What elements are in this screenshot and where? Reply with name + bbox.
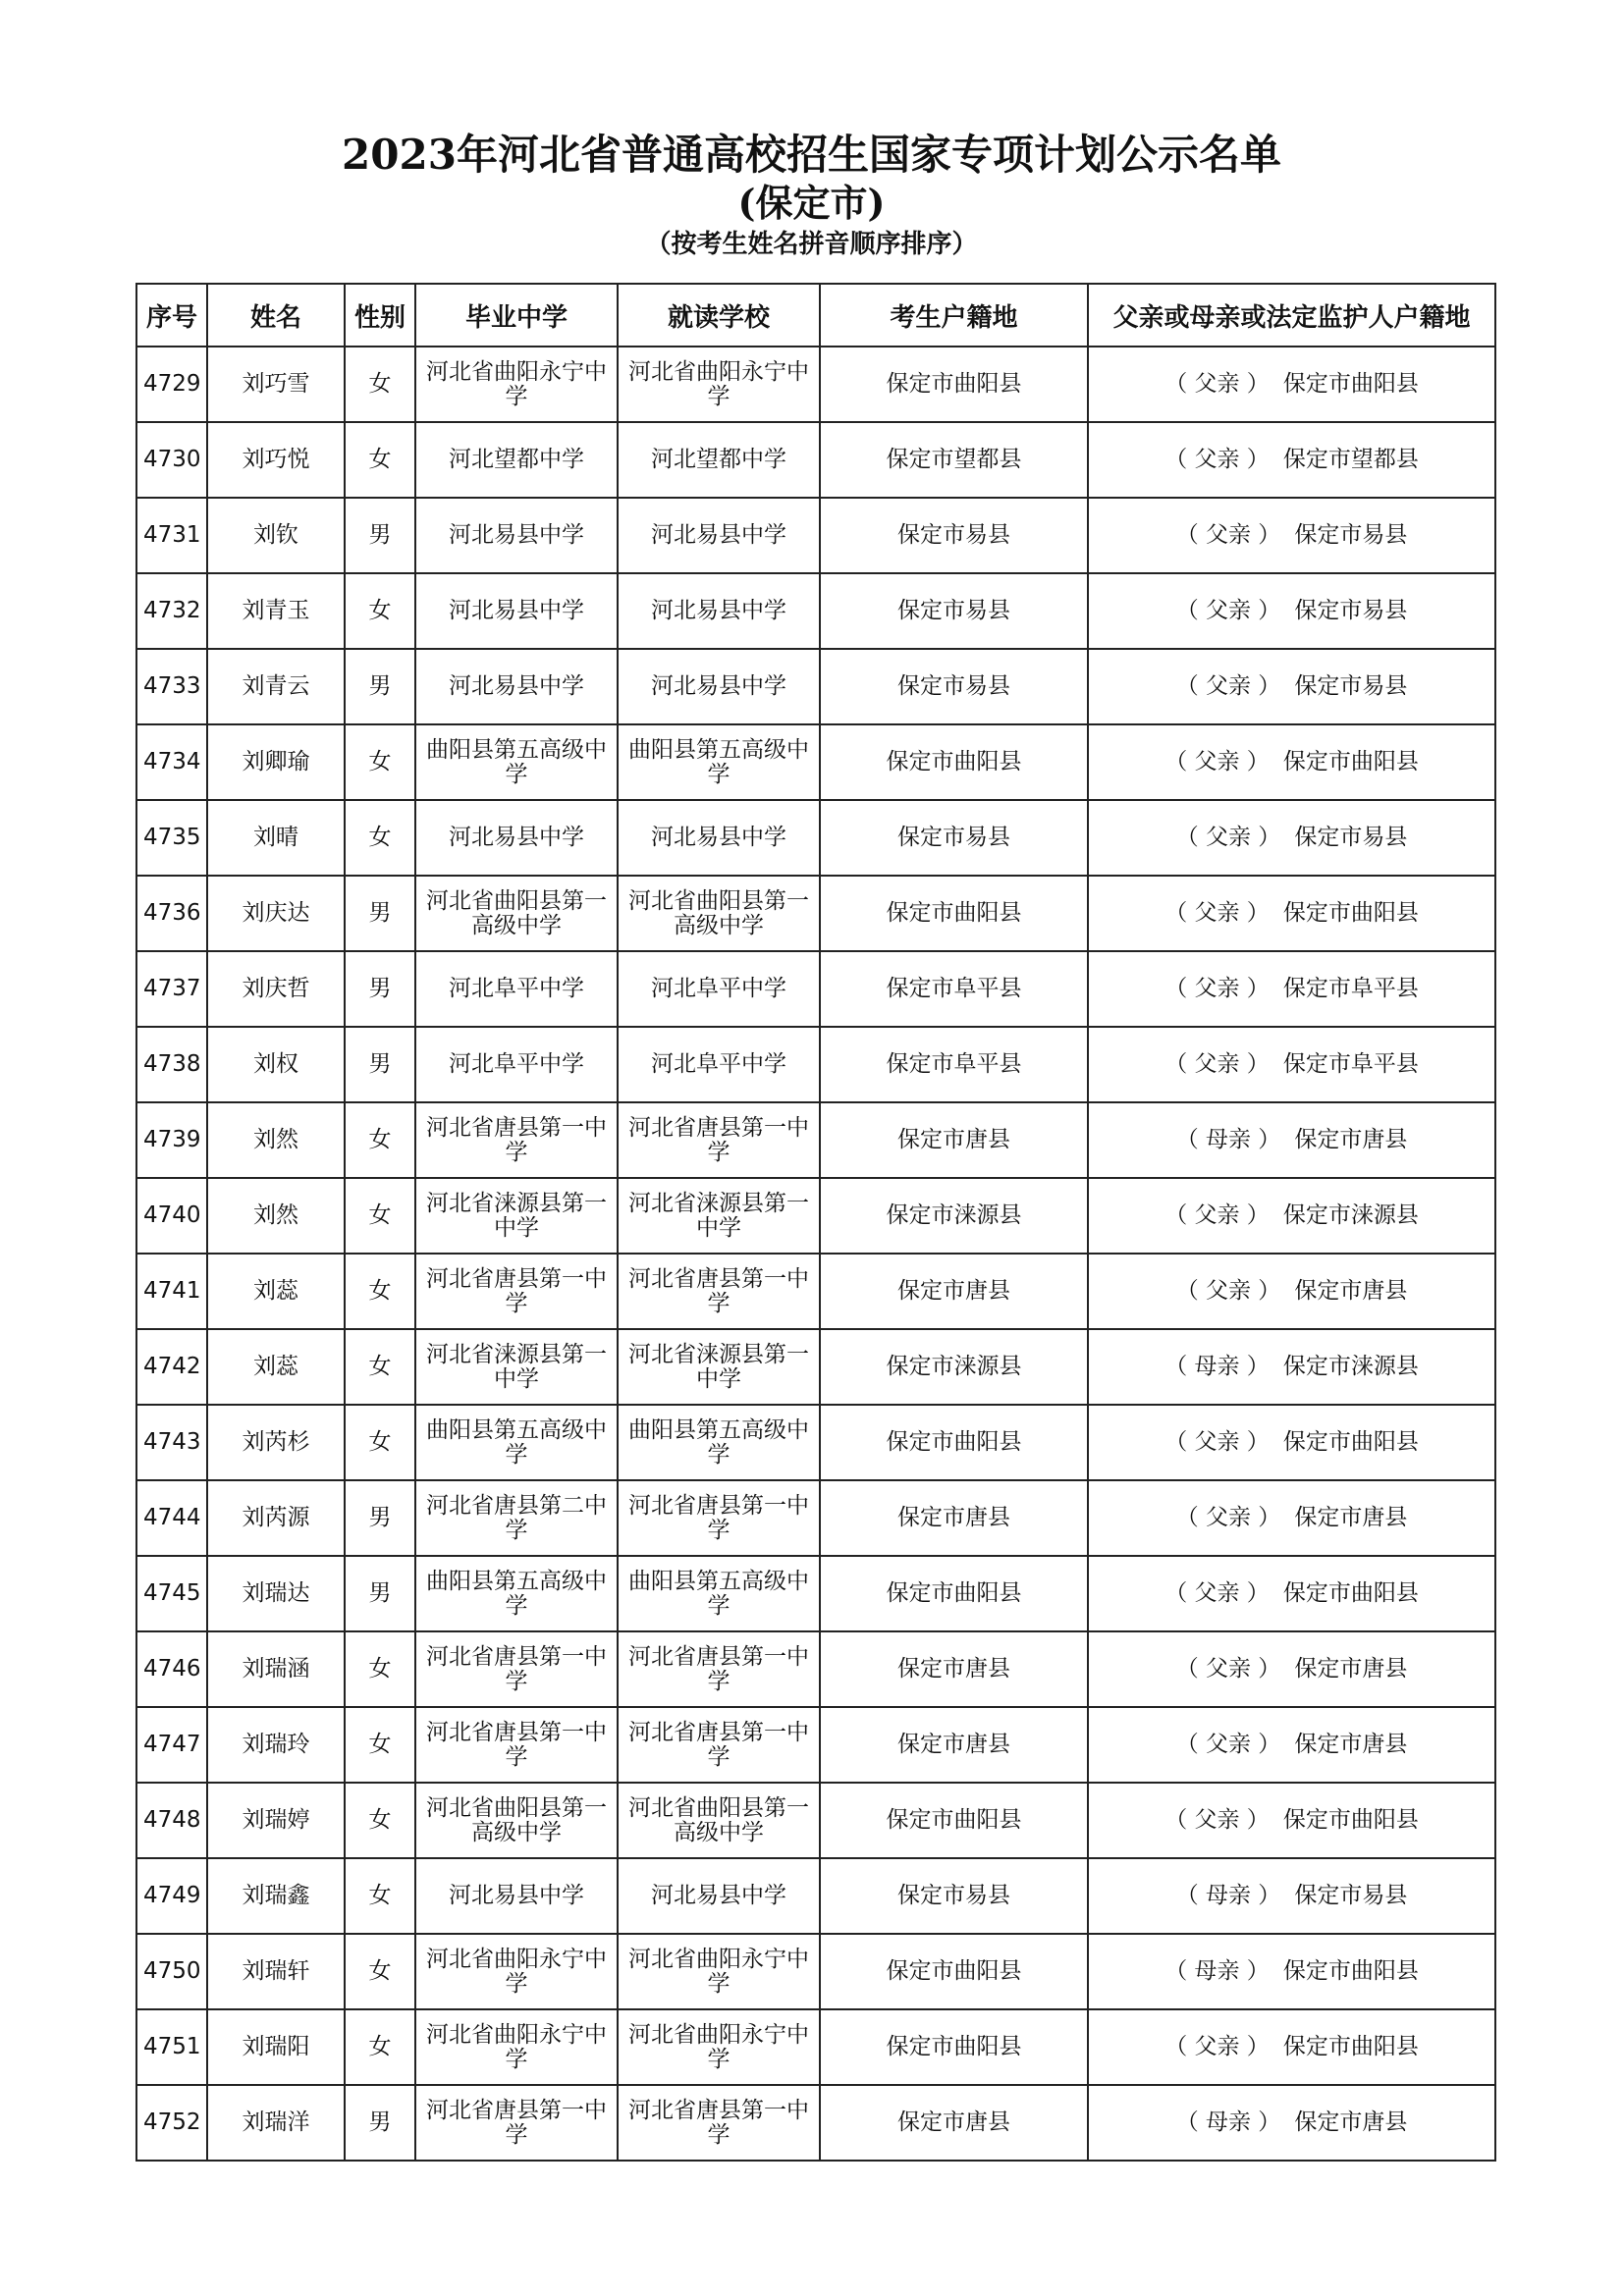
cell-graduation-school: 河北省曲阳县第一高级中学 — [415, 1783, 618, 1858]
cell-name: 刘然 — [207, 1102, 345, 1178]
roster-table — [135, 283, 1496, 2162]
guardian-place: 保定市易县 — [1294, 598, 1408, 623]
cell-serial: 4743 — [136, 1405, 207, 1480]
cell-name: 刘钦 — [207, 498, 345, 573]
cell-name: 刘权 — [207, 1027, 345, 1102]
cell-current-school: 曲阳县第五高级中学 — [618, 724, 820, 800]
table-row — [136, 2085, 1495, 2161]
guardian-place: 保定市唐县 — [1294, 1505, 1408, 1530]
cell-name: 刘青玉 — [207, 573, 345, 649]
cell-current-school: 河北省曲阳县第一高级中学 — [618, 1783, 820, 1858]
cell-student-hukou: 保定市易县 — [820, 649, 1088, 724]
cell-student-hukou: 保定市涞源县 — [820, 1329, 1088, 1405]
cell-current-school: 河北省唐县第一中学 — [618, 1480, 820, 1556]
cell-gender: 男 — [345, 1556, 415, 1631]
cell-gender: 男 — [345, 1480, 415, 1556]
document-subtitle: (保定市) — [737, 181, 886, 225]
guardian-place: 保定市涞源县 — [1282, 1202, 1419, 1228]
guardian-place: 保定市曲阳县 — [1282, 900, 1419, 926]
cell-gender: 女 — [345, 1783, 415, 1858]
table-row — [136, 724, 1495, 800]
table-row — [136, 1405, 1495, 1480]
cell-serial: 4752 — [136, 2085, 207, 2161]
cell-serial: 4732 — [136, 573, 207, 649]
guardian-relation: （ 父亲 ） — [1164, 2034, 1270, 2059]
cell-current-school: 河北易县中学 — [618, 800, 820, 876]
table-row — [136, 1102, 1495, 1178]
header-student-hukou: 考生户籍地 — [820, 284, 1088, 347]
cell-name: 刘瑞涵 — [207, 1631, 345, 1707]
table-row — [136, 1178, 1495, 1254]
cell-student-hukou: 保定市曲阳县 — [820, 1405, 1088, 1480]
cell-guardian-hukou — [1088, 2085, 1495, 2161]
table-row — [136, 1858, 1495, 1934]
table-row — [136, 1631, 1495, 1707]
cell-student-hukou: 保定市唐县 — [820, 2085, 1088, 2161]
cell-serial: 4740 — [136, 1178, 207, 1254]
cell-gender: 男 — [345, 498, 415, 573]
cell-guardian-hukou — [1088, 1329, 1495, 1405]
table-row — [136, 876, 1495, 951]
guardian-relation: （ 父亲 ） — [1164, 1807, 1270, 1833]
cell-gender: 女 — [345, 800, 415, 876]
cell-serial: 4733 — [136, 649, 207, 724]
guardian-place: 保定市唐县 — [1294, 1127, 1408, 1152]
cell-serial: 4739 — [136, 1102, 207, 1178]
guardian-relation: （ 父亲 ） — [1175, 1656, 1281, 1682]
cell-student-hukou: 保定市易县 — [820, 573, 1088, 649]
table-row — [136, 800, 1495, 876]
cell-guardian-hukou — [1088, 649, 1495, 724]
cell-current-school: 河北易县中学 — [618, 573, 820, 649]
guardian-relation: （ 父亲 ） — [1175, 1732, 1281, 1757]
guardian-place: 保定市阜平县 — [1282, 976, 1419, 1001]
cell-student-hukou: 保定市曲阳县 — [820, 724, 1088, 800]
cell-student-hukou: 保定市唐县 — [820, 1480, 1088, 1556]
table-row — [136, 649, 1495, 724]
cell-gender: 女 — [345, 1707, 415, 1783]
header-graduation-school: 毕业中学 — [415, 284, 618, 347]
guardian-place: 保定市易县 — [1294, 522, 1408, 548]
cell-guardian-hukou — [1088, 1102, 1495, 1178]
cell-serial: 4736 — [136, 876, 207, 951]
cell-current-school: 河北易县中学 — [618, 649, 820, 724]
cell-serial: 4744 — [136, 1480, 207, 1556]
cell-serial: 4730 — [136, 422, 207, 498]
cell-serial: 4749 — [136, 1858, 207, 1934]
guardian-relation: （ 母亲 ） — [1164, 1354, 1270, 1379]
cell-serial: 4738 — [136, 1027, 207, 1102]
cell-gender: 女 — [345, 1329, 415, 1405]
cell-graduation-school: 河北省涞源县第一中学 — [415, 1178, 618, 1254]
table-row — [136, 2009, 1495, 2085]
cell-current-school: 河北省曲阳永宁中学 — [618, 2009, 820, 2085]
cell-student-hukou: 保定市望都县 — [820, 422, 1088, 498]
cell-guardian-hukou — [1088, 347, 1495, 422]
guardian-place: 保定市涞源县 — [1282, 1354, 1419, 1379]
cell-name: 刘芮源 — [207, 1480, 345, 1556]
table-row — [136, 422, 1495, 498]
cell-name: 刘晴 — [207, 800, 345, 876]
cell-serial: 4735 — [136, 800, 207, 876]
cell-guardian-hukou — [1088, 498, 1495, 573]
guardian-relation: （ 父亲 ） — [1164, 447, 1270, 472]
guardian-place: 保定市唐县 — [1294, 2109, 1408, 2135]
cell-current-school: 河北省曲阳县第一高级中学 — [618, 876, 820, 951]
guardian-place: 保定市阜平县 — [1282, 1051, 1419, 1077]
cell-guardian-hukou — [1088, 1254, 1495, 1329]
cell-guardian-hukou — [1088, 1783, 1495, 1858]
cell-name: 刘蕊 — [207, 1254, 345, 1329]
cell-current-school: 河北省曲阳永宁中学 — [618, 347, 820, 422]
cell-graduation-school: 河北省唐县第一中学 — [415, 1631, 618, 1707]
guardian-relation: （ 母亲 ） — [1175, 1127, 1281, 1152]
guardian-relation: （ 父亲 ） — [1164, 1580, 1270, 1606]
guardian-relation: （ 父亲 ） — [1164, 749, 1270, 774]
guardian-relation: （ 母亲 ） — [1164, 1958, 1270, 1984]
cell-name: 刘卿瑜 — [207, 724, 345, 800]
cell-graduation-school: 河北省曲阳县第一高级中学 — [415, 876, 618, 951]
cell-serial: 4745 — [136, 1556, 207, 1631]
cell-name: 刘瑞洋 — [207, 2085, 345, 2161]
cell-serial: 4742 — [136, 1329, 207, 1405]
cell-current-school: 河北省涞源县第一中学 — [618, 1329, 820, 1405]
cell-graduation-school: 河北易县中学 — [415, 498, 618, 573]
cell-name: 刘然 — [207, 1178, 345, 1254]
cell-current-school: 河北省唐县第一中学 — [618, 1707, 820, 1783]
cell-gender: 男 — [345, 2085, 415, 2161]
header-guardian-hukou: 父亲或母亲或法定监护人户籍地 — [1088, 284, 1495, 347]
guardian-place: 保定市易县 — [1294, 1883, 1408, 1908]
cell-graduation-school: 河北阜平中学 — [415, 951, 618, 1027]
cell-student-hukou: 保定市唐县 — [820, 1102, 1088, 1178]
guardian-place: 保定市曲阳县 — [1282, 1807, 1419, 1833]
guardian-place: 保定市曲阳县 — [1282, 2034, 1419, 2059]
table-row — [136, 573, 1495, 649]
cell-graduation-school: 河北省唐县第一中学 — [415, 1254, 618, 1329]
cell-name: 刘瑞轩 — [207, 1934, 345, 2009]
guardian-relation: （ 母亲 ） — [1175, 1883, 1281, 1908]
cell-student-hukou: 保定市阜平县 — [820, 1027, 1088, 1102]
cell-current-school: 河北省唐县第一中学 — [618, 1102, 820, 1178]
cell-gender: 女 — [345, 422, 415, 498]
cell-current-school: 河北省唐县第一中学 — [618, 2085, 820, 2161]
cell-graduation-school: 河北易县中学 — [415, 1858, 618, 1934]
cell-graduation-school: 河北易县中学 — [415, 573, 618, 649]
cell-name: 刘巧雪 — [207, 347, 345, 422]
cell-current-school: 河北省曲阳永宁中学 — [618, 1934, 820, 2009]
cell-graduation-school: 曲阳县第五高级中学 — [415, 724, 618, 800]
guardian-relation: （ 父亲 ） — [1164, 976, 1270, 1001]
cell-current-school: 河北省涞源县第一中学 — [618, 1178, 820, 1254]
cell-graduation-school: 河北易县中学 — [415, 649, 618, 724]
cell-current-school: 河北省唐县第一中学 — [618, 1254, 820, 1329]
sort-note: （按考生姓名拼音顺序排序） — [645, 230, 978, 259]
cell-gender: 男 — [345, 1027, 415, 1102]
table-row — [136, 1329, 1495, 1405]
cell-gender: 女 — [345, 1102, 415, 1178]
guardian-relation: （ 父亲 ） — [1175, 1278, 1281, 1304]
cell-gender: 女 — [345, 1631, 415, 1707]
cell-graduation-school: 曲阳县第五高级中学 — [415, 1405, 618, 1480]
guardian-relation: （ 父亲 ） — [1175, 598, 1281, 623]
cell-graduation-school: 河北省唐县第一中学 — [415, 1707, 618, 1783]
cell-guardian-hukou — [1088, 800, 1495, 876]
cell-name: 刘青云 — [207, 649, 345, 724]
cell-serial: 4748 — [136, 1783, 207, 1858]
table-row — [136, 498, 1495, 573]
cell-student-hukou: 保定市曲阳县 — [820, 1934, 1088, 2009]
cell-graduation-school: 河北省曲阳永宁中学 — [415, 347, 618, 422]
cell-graduation-school: 河北阜平中学 — [415, 1027, 618, 1102]
table-row — [136, 1556, 1495, 1631]
table-row — [136, 347, 1495, 422]
cell-current-school: 河北易县中学 — [618, 1858, 820, 1934]
guardian-place: 保定市曲阳县 — [1282, 1580, 1419, 1606]
guardian-place: 保定市易县 — [1294, 673, 1408, 699]
cell-student-hukou: 保定市易县 — [820, 1858, 1088, 1934]
cell-guardian-hukou — [1088, 1405, 1495, 1480]
cell-guardian-hukou — [1088, 1027, 1495, 1102]
header-name: 姓名 — [207, 284, 345, 347]
guardian-relation: （ 父亲 ） — [1175, 522, 1281, 548]
guardian-relation: （ 父亲 ） — [1164, 900, 1270, 926]
cell-student-hukou: 保定市唐县 — [820, 1707, 1088, 1783]
cell-name: 刘巧悦 — [207, 422, 345, 498]
cell-name: 刘瑞达 — [207, 1556, 345, 1631]
table-row — [136, 1480, 1495, 1556]
cell-graduation-school: 曲阳县第五高级中学 — [415, 1556, 618, 1631]
cell-graduation-school: 河北省唐县第一中学 — [415, 2085, 618, 2161]
guardian-relation: （ 父亲 ） — [1164, 371, 1270, 397]
header-gender: 性别 — [345, 284, 415, 347]
cell-graduation-school: 河北省唐县第一中学 — [415, 1102, 618, 1178]
cell-student-hukou: 保定市曲阳县 — [820, 876, 1088, 951]
cell-graduation-school: 河北省曲阳永宁中学 — [415, 2009, 618, 2085]
cell-guardian-hukou — [1088, 2009, 1495, 2085]
table-row — [136, 1783, 1495, 1858]
cell-guardian-hukou — [1088, 1934, 1495, 2009]
guardian-relation: （ 母亲 ） — [1175, 2109, 1281, 2135]
guardian-place: 保定市易县 — [1294, 825, 1408, 850]
cell-student-hukou: 保定市曲阳县 — [820, 1783, 1088, 1858]
guardian-relation: （ 父亲 ） — [1175, 673, 1281, 699]
guardian-relation: （ 父亲 ） — [1164, 1202, 1270, 1228]
cell-serial: 4731 — [136, 498, 207, 573]
cell-guardian-hukou — [1088, 1631, 1495, 1707]
cell-serial: 4747 — [136, 1707, 207, 1783]
table-header-row — [136, 284, 1495, 347]
cell-serial: 4750 — [136, 1934, 207, 2009]
cell-serial: 4737 — [136, 951, 207, 1027]
guardian-relation: （ 父亲 ） — [1175, 825, 1281, 850]
cell-gender: 女 — [345, 724, 415, 800]
guardian-relation: （ 父亲 ） — [1175, 1505, 1281, 1530]
cell-guardian-hukou — [1088, 573, 1495, 649]
cell-student-hukou: 保定市易县 — [820, 498, 1088, 573]
cell-serial: 4729 — [136, 347, 207, 422]
cell-guardian-hukou — [1088, 1480, 1495, 1556]
guardian-relation: （ 父亲 ） — [1164, 1429, 1270, 1455]
cell-guardian-hukou — [1088, 1858, 1495, 1934]
cell-serial: 4746 — [136, 1631, 207, 1707]
cell-name: 刘瑞阳 — [207, 2009, 345, 2085]
guardian-place: 保定市唐县 — [1294, 1656, 1408, 1682]
header-current-school: 就读学校 — [618, 284, 820, 347]
cell-guardian-hukou — [1088, 422, 1495, 498]
cell-guardian-hukou — [1088, 1178, 1495, 1254]
cell-gender: 男 — [345, 649, 415, 724]
guardian-place: 保定市曲阳县 — [1282, 1429, 1419, 1455]
cell-graduation-school: 河北望都中学 — [415, 422, 618, 498]
cell-name: 刘瑞玲 — [207, 1707, 345, 1783]
cell-serial: 4751 — [136, 2009, 207, 2085]
cell-current-school: 曲阳县第五高级中学 — [618, 1556, 820, 1631]
cell-name: 刘庆达 — [207, 876, 345, 951]
cell-student-hukou: 保定市曲阳县 — [820, 1556, 1088, 1631]
cell-graduation-school: 河北省涞源县第一中学 — [415, 1329, 618, 1405]
cell-gender: 女 — [345, 1254, 415, 1329]
table-row — [136, 1254, 1495, 1329]
cell-gender: 女 — [345, 1405, 415, 1480]
cell-name: 刘瑞鑫 — [207, 1858, 345, 1934]
cell-guardian-hukou — [1088, 951, 1495, 1027]
cell-current-school: 河北阜平中学 — [618, 1027, 820, 1102]
cell-name: 刘芮杉 — [207, 1405, 345, 1480]
cell-student-hukou: 保定市唐县 — [820, 1254, 1088, 1329]
cell-gender: 女 — [345, 573, 415, 649]
cell-graduation-school: 河北易县中学 — [415, 800, 618, 876]
cell-serial: 4734 — [136, 724, 207, 800]
guardian-relation: （ 父亲 ） — [1164, 1051, 1270, 1077]
cell-graduation-school: 河北省曲阳永宁中学 — [415, 1934, 618, 2009]
cell-gender: 女 — [345, 1178, 415, 1254]
cell-serial: 4741 — [136, 1254, 207, 1329]
guardian-place: 保定市望都县 — [1282, 447, 1419, 472]
guardian-place: 保定市曲阳县 — [1282, 1958, 1419, 1984]
guardian-place: 保定市曲阳县 — [1282, 749, 1419, 774]
header-serial: 序号 — [136, 284, 207, 347]
cell-current-school: 河北望都中学 — [618, 422, 820, 498]
cell-guardian-hukou — [1088, 1556, 1495, 1631]
cell-gender: 男 — [345, 951, 415, 1027]
cell-student-hukou: 保定市易县 — [820, 800, 1088, 876]
cell-student-hukou: 保定市曲阳县 — [820, 2009, 1088, 2085]
cell-current-school: 曲阳县第五高级中学 — [618, 1405, 820, 1480]
cell-name: 刘蕊 — [207, 1329, 345, 1405]
cell-gender: 男 — [345, 876, 415, 951]
cell-gender: 女 — [345, 347, 415, 422]
cell-name: 刘庆哲 — [207, 951, 345, 1027]
cell-guardian-hukou — [1088, 876, 1495, 951]
cell-current-school: 河北阜平中学 — [618, 951, 820, 1027]
cell-gender: 女 — [345, 1934, 415, 2009]
cell-student-hukou: 保定市涞源县 — [820, 1178, 1088, 1254]
cell-guardian-hukou — [1088, 724, 1495, 800]
table-row — [136, 1707, 1495, 1783]
guardian-place: 保定市唐县 — [1294, 1732, 1408, 1757]
cell-student-hukou: 保定市唐县 — [820, 1631, 1088, 1707]
guardian-place: 保定市唐县 — [1294, 1278, 1408, 1304]
guardian-place: 保定市曲阳县 — [1282, 371, 1419, 397]
cell-student-hukou: 保定市阜平县 — [820, 951, 1088, 1027]
table-row — [136, 1027, 1495, 1102]
document-title: 2023年河北省普通高校招生国家专项计划公示名单 — [342, 131, 1281, 179]
table-row — [136, 1934, 1495, 2009]
cell-gender: 女 — [345, 2009, 415, 2085]
table-row — [136, 951, 1495, 1027]
cell-gender: 女 — [345, 1858, 415, 1934]
cell-current-school: 河北省唐县第一中学 — [618, 1631, 820, 1707]
table-body — [136, 347, 1495, 2161]
cell-name: 刘瑞婷 — [207, 1783, 345, 1858]
cell-guardian-hukou — [1088, 1707, 1495, 1783]
cell-graduation-school: 河北省唐县第二中学 — [415, 1480, 618, 1556]
cell-student-hukou: 保定市曲阳县 — [820, 347, 1088, 422]
cell-current-school: 河北易县中学 — [618, 498, 820, 573]
